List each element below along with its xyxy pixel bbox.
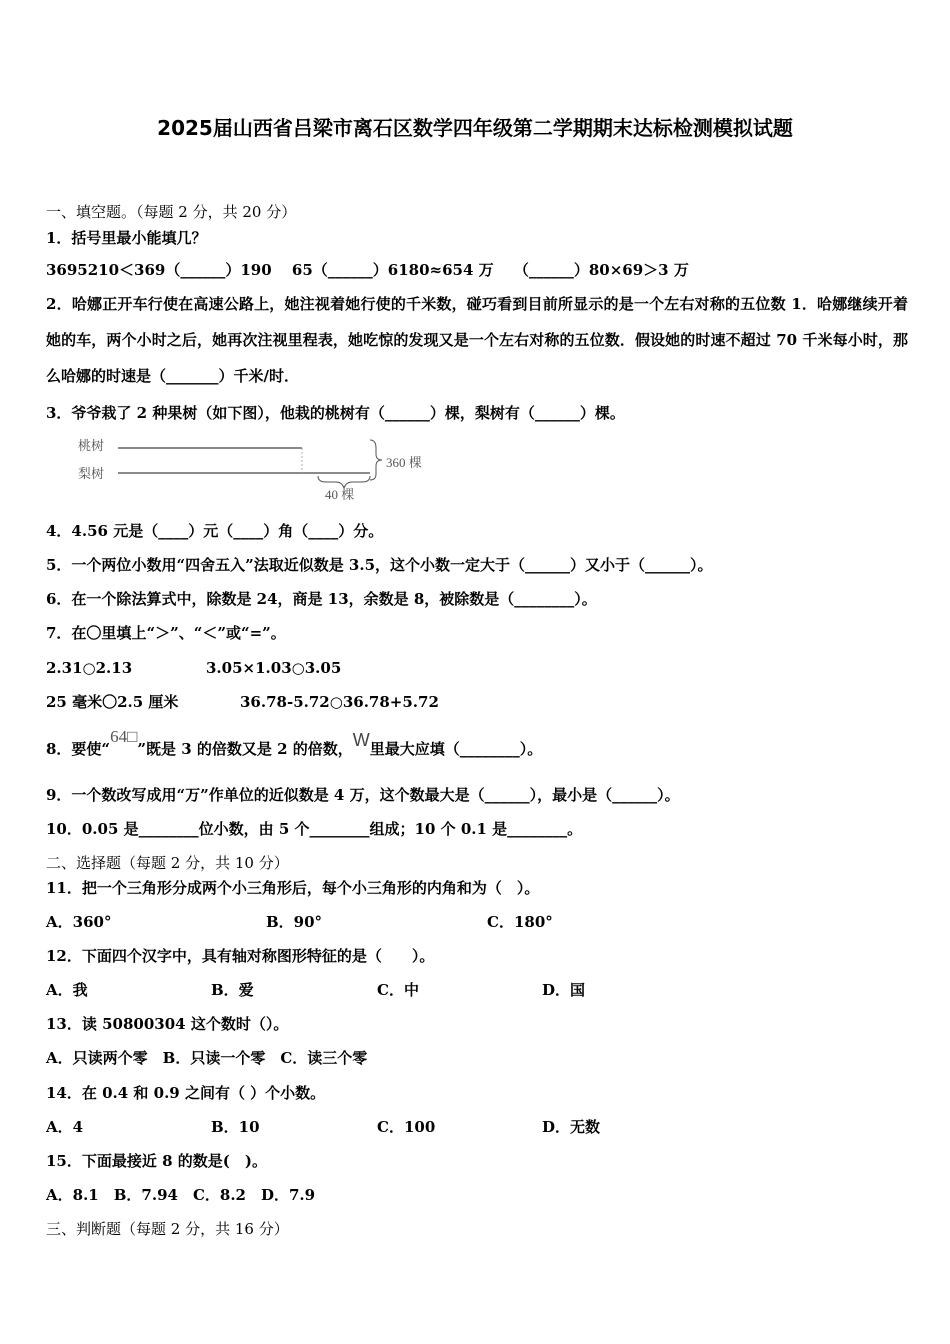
section-choice-heading: 二、选择题（每题 2 分，共 10 分） [46, 854, 289, 872]
total-brace [370, 440, 382, 480]
q14-option-c: C．100 [377, 1118, 436, 1136]
question-7-a2: 3.05×1.03○3.05 [206, 659, 342, 677]
question-1-line: 3695210＜369（______）190 65（______）6180≈654 万 （______）80×69＞3 万 [46, 261, 689, 279]
question-10: 10．0.05 是________位小数，由 5 个________组成；10 个 0.1 是________。 [46, 820, 583, 838]
question-9: 9．一个数改写成用“万”作单位的近似数是 4 万，这个数最大是（______），最小是（______）。 [46, 786, 680, 804]
q13-options: A．只读两个零 B．只读一个零 C．读三个零 [46, 1049, 368, 1067]
question-5: 5．一个两位小数用“四舍五入”法取近似数是 3.5，这个小数一定大于（______）又小于（______）。 [46, 556, 713, 574]
q14-option-b: B．10 [211, 1118, 260, 1136]
fruit-tree-diagram [70, 432, 440, 502]
question-7-a1: 2.31○2.13 [46, 659, 133, 677]
question-12: 12．下面四个汉字中，具有轴对称图形特征的是（ ）。 [46, 947, 435, 965]
question-8-post: 里最大应填（________）。 [369, 740, 543, 758]
section-fill-blank-heading: 一、填空题。（每题 2 分，共 20 分） [46, 203, 297, 221]
pear-label: 梨树 [78, 466, 105, 481]
q12-option-b: B．爱 [211, 981, 254, 999]
peach-label: 桃树 [78, 438, 105, 453]
question-14: 14．在 0.4 和 0.9 之间有（ ）个小数。 [46, 1084, 326, 1102]
question-11: 11．把一个三角形分成两个小三角形后，每个小三角形的内角和为（ ）。 [46, 879, 540, 897]
question-6: 6．在一个除法算式中，除数是 24，商是 13，余数是 8，被除数是（________）。 [46, 590, 597, 608]
q11-option-b: B．90° [266, 913, 323, 931]
question-4: 4．4.56 元是（____）元（____）角（____）分。 [46, 522, 384, 540]
question-8-mid: ”既是 3 的倍数又是 2 的倍数， [137, 740, 353, 758]
question-1: 1．括号里最小能填几？ [46, 229, 207, 247]
question-3: 3．爷爷栽了 2 种果树（如下图），他栽的桃树有（______）棵，梨树有（______）棵。 [46, 404, 625, 422]
question-2: 2．哈娜正开车行使在高速公路上，她注视着她行使的千米数，碰巧看到目前所显示的是一个左右对称的五位数 1．哈娜继续开着她的车，两个小时之后，她再次注视里程表，她吃惊的发现又是一个左右对称的五位数．假设她的时速不超过 70 千米每小时，那么哈娜的时速是（_______）千米/时． [46, 295, 908, 385]
diff-label: 40 棵 [325, 487, 355, 502]
q11-option-a: A．360° [46, 913, 112, 931]
q14-option-a: A．4 [46, 1118, 84, 1136]
question-7-b2: 36.78-5.72○36.78+5.72 [240, 693, 439, 711]
q15-options: A．8.1 B．7.94 C．8.2 D．7.9 [46, 1186, 316, 1204]
q14-option-d: D．无数 [542, 1118, 601, 1136]
fruit-tree-svg [70, 432, 440, 502]
page-title: 2025届山西省吕梁市离石区数学四年级第二学期期末达标检测模拟试题 [157, 116, 793, 140]
total-label: 360 棵 [386, 455, 422, 470]
q12-option-c: C．中 [377, 981, 419, 999]
q12-option-d: D．国 [542, 981, 586, 999]
q11-option-c: C．180° [487, 913, 553, 931]
question-8 [46, 727, 543, 759]
question-7: 7．在〇里填上“＞”、“＜”或“=”。 [46, 624, 286, 642]
question-8-pre: 8．要使“ [46, 740, 111, 758]
section-judge-heading: 三、判断题（每题 2 分，共 16 分） [46, 1220, 289, 1238]
question-15: 15．下面最接近 8 的数是( )。 [46, 1152, 267, 1170]
question-8-w: W [352, 730, 370, 750]
q12-option-a: A．我 [46, 981, 88, 999]
question-13: 13．读 50800304 这个数时（）。 [46, 1015, 289, 1033]
question-8-number: 64□ [110, 727, 138, 746]
question-7-b1: 25 毫米〇2.5 厘米 [46, 693, 179, 711]
